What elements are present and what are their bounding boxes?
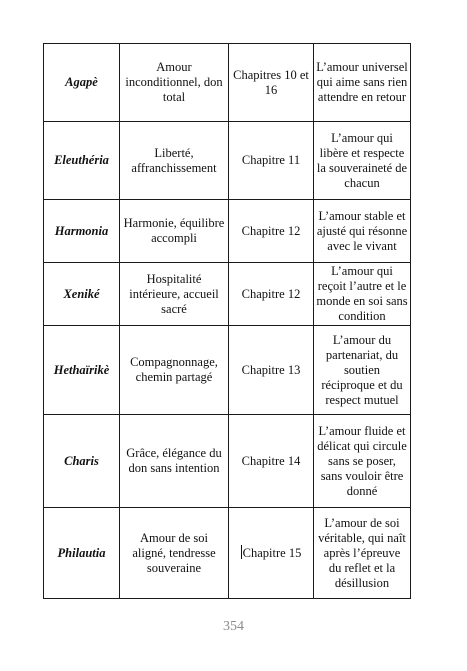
meaning-cell: Amour de soi aligné, tendresse souveraine [120, 508, 229, 599]
description-cell: L’amour qui libère et respecte la souveraineté de chacun [314, 122, 411, 200]
term-cell: Charis [44, 415, 120, 508]
table-row [44, 326, 411, 415]
description-cell: L’amour de soi véritable, qui naît après l’épreuve du reflet et la désillusion [314, 508, 411, 599]
description-cell: L’amour stable et ajusté qui résonne avec le vivant [314, 200, 411, 263]
chapter-label: Chapitre 15 [242, 546, 302, 560]
description-cell: L’amour universel qui aime sans rien attendre en retour [314, 44, 411, 122]
chapter-cell: Chapitre 12 [229, 263, 314, 326]
text-cursor [241, 545, 242, 559]
page-number: 354 [223, 619, 244, 634]
table-row [44, 263, 411, 326]
chapter-cell[interactable] [229, 508, 314, 599]
description-cell: L’amour qui reçoit l’autre et le monde en soi sans condition [314, 263, 411, 326]
meaning-cell: Harmonie, équilibre accompli [120, 200, 229, 263]
meaning-cell: Hospitalité intérieure, accueil sacré [120, 263, 229, 326]
love-terms-table [43, 43, 411, 599]
table-row [44, 415, 411, 508]
chapter-cell: Chapitres 10 et 16 [229, 44, 314, 122]
table-row [44, 200, 411, 263]
meaning-cell: Liberté, affranchissement [120, 122, 229, 200]
chapter-cell: Chapitre 12 [229, 200, 314, 263]
table-row [44, 44, 411, 122]
meaning-cell: Amour inconditionnel, don total [120, 44, 229, 122]
chapter-cell: Chapitre 13 [229, 326, 314, 415]
term-cell: Agapè [44, 44, 120, 122]
term-cell: Xeniké [44, 263, 120, 326]
term-cell: Philautia [44, 508, 120, 599]
table-row [44, 122, 411, 200]
term-cell: Hethaïrikè [44, 326, 120, 415]
chapter-cell: Chapitre 14 [229, 415, 314, 508]
meaning-cell: Compagnonnage, chemin partagé [120, 326, 229, 415]
term-cell: Harmonia [44, 200, 120, 263]
description-cell: L’amour du partenariat, du soutien réciproque et du respect mutuel [314, 326, 411, 415]
table-row [44, 508, 411, 599]
description-cell: L’amour fluide et délicat qui circule sans se poser, sans vouloir être donné [314, 415, 411, 508]
term-cell: Eleuthéria [44, 122, 120, 200]
chapter-cell: Chapitre 11 [229, 122, 314, 200]
meaning-cell: Grâce, élégance du don sans intention [120, 415, 229, 508]
